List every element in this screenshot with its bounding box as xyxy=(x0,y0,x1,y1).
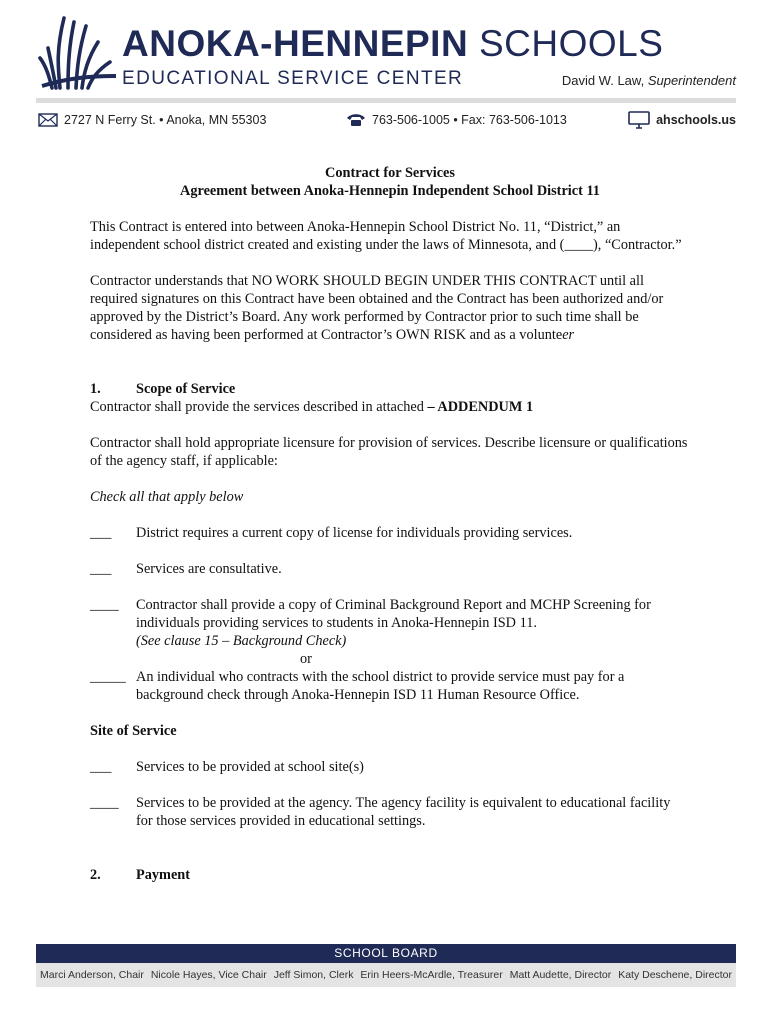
check-blank[interactable]: _____ xyxy=(90,669,126,685)
or-separator: or xyxy=(300,651,312,667)
site-of-service-heading: Site of Service xyxy=(90,723,177,739)
licensure-text: Contractor shall hold appropriate licensure for provision of services. Describe licensure or qualifications of the agency staff, if applicable: xyxy=(90,435,688,469)
check-blank[interactable]: ___ xyxy=(90,525,112,541)
contact-address xyxy=(38,110,266,130)
scope-text-plain: Contractor shall provide the services described in attached xyxy=(90,399,428,415)
monitor-icon xyxy=(628,111,650,129)
scope-text xyxy=(90,398,690,416)
header-divider xyxy=(36,98,736,103)
contract-subtitle: Agreement between Anoka-Hennepin Independent School District 11 xyxy=(180,183,600,199)
section-1-heading xyxy=(90,380,690,398)
contact-web[interactable] xyxy=(628,110,736,130)
check-item-consultative[interactable] xyxy=(90,560,690,578)
warning-italic: er xyxy=(562,327,575,343)
board-member: Matt Audette, Director xyxy=(509,969,612,981)
check-text: Services to be provided at school site(s) xyxy=(136,759,364,775)
background-text: Contractor shall provide a copy of Criminal Background Report and MCHP Screening for individuals providing services to students in Anoka-Hennepin ISD 11. xyxy=(136,597,651,631)
check-blank[interactable]: ____ xyxy=(90,597,119,613)
check-blank[interactable]: ___ xyxy=(90,561,112,577)
phone-fax-text: 763-506-1005 • Fax: 763-506-1013 xyxy=(372,113,567,127)
board-member: Erin Heers-McArdle, Treasurer xyxy=(360,969,503,981)
section-2-number: 2. xyxy=(90,867,101,883)
website-link[interactable]: ahschools.us xyxy=(656,113,736,127)
brand-bold: ANOKA-HENNEPIN xyxy=(122,23,469,64)
check-all-label: Check all that apply below xyxy=(90,489,244,505)
school-board-banner: SCHOOL BOARD xyxy=(36,944,736,963)
board-member: Nicole Hayes, Vice Chair xyxy=(150,969,267,981)
school-board-members xyxy=(36,963,736,987)
warning-text: Contractor understands that NO WORK SHOULD BEGIN UNDER THIS CONTRACT until all required signatures on this Contract have been obtained and the Contract has been authorized and/or approved by the District’s Board. Any work performed by Contractor prior to such time shall be considered as having been performed at Contractor’s OWN RISK and as a volunte xyxy=(90,273,664,343)
board-member: Katy Deschene, Director xyxy=(618,969,732,981)
check-text: District requires a current copy of license for individuals providing services. xyxy=(136,525,573,541)
check-text xyxy=(136,596,690,650)
check-item-background-report[interactable] xyxy=(90,596,690,650)
brand-light: SCHOOLS xyxy=(478,23,664,64)
check-item-license[interactable] xyxy=(90,524,690,542)
superintendent-title: Superintendent xyxy=(647,73,736,88)
addendum-label: – ADDENDUM 1 xyxy=(427,399,534,415)
check-item-agency[interactable] xyxy=(90,794,690,830)
warning-paragraph xyxy=(90,272,690,344)
brand-name xyxy=(122,22,663,66)
section-1-number: 1. xyxy=(90,381,101,397)
section-2-heading xyxy=(90,866,690,884)
intro-paragraph: This Contract is entered into between Anoka-Hennepin School District No. 11, “District,” an independent school district created and existing under the laws of Minnesota, and (____), “Contractor.” xyxy=(90,219,682,253)
superintendent-name: David W. Law, xyxy=(561,73,648,88)
brand-subtitle: EDUCATIONAL SERVICE CENTER xyxy=(122,68,464,89)
check-text: An individual who contracts with the school district to provide service must pay for a background check through Anoka-Hennepin ISD 11 Human Resource Office. xyxy=(136,669,625,703)
logo-grass-icon xyxy=(38,16,118,92)
board-member: Jeff Simon, Clerk xyxy=(273,969,354,981)
section-1-title: Scope of Service xyxy=(136,381,236,397)
superintendent xyxy=(562,73,736,88)
check-text: Services are consultative. xyxy=(136,561,282,577)
check-text: Services to be provided at the agency. The agency facility is equivalent to educational facility for those services provided in educational settings. xyxy=(136,795,671,829)
phone-icon xyxy=(346,113,366,127)
section-2-title: Payment xyxy=(136,867,190,883)
check-item-school-site[interactable] xyxy=(90,758,690,776)
contract-body xyxy=(90,164,690,884)
check-item-individual-background[interactable] xyxy=(90,668,690,704)
check-blank[interactable]: ___ xyxy=(90,759,112,775)
contract-title: Contract for Services xyxy=(325,165,455,181)
envelope-icon xyxy=(38,113,58,127)
board-member: Marci Anderson, Chair xyxy=(40,969,144,981)
contact-phone xyxy=(346,110,567,130)
check-blank[interactable]: ____ xyxy=(90,795,119,811)
background-note: (See clause 15 – Background Check) xyxy=(136,633,347,649)
address-text: 2727 N Ferry St. • Anoka, MN 55303 xyxy=(64,113,267,127)
